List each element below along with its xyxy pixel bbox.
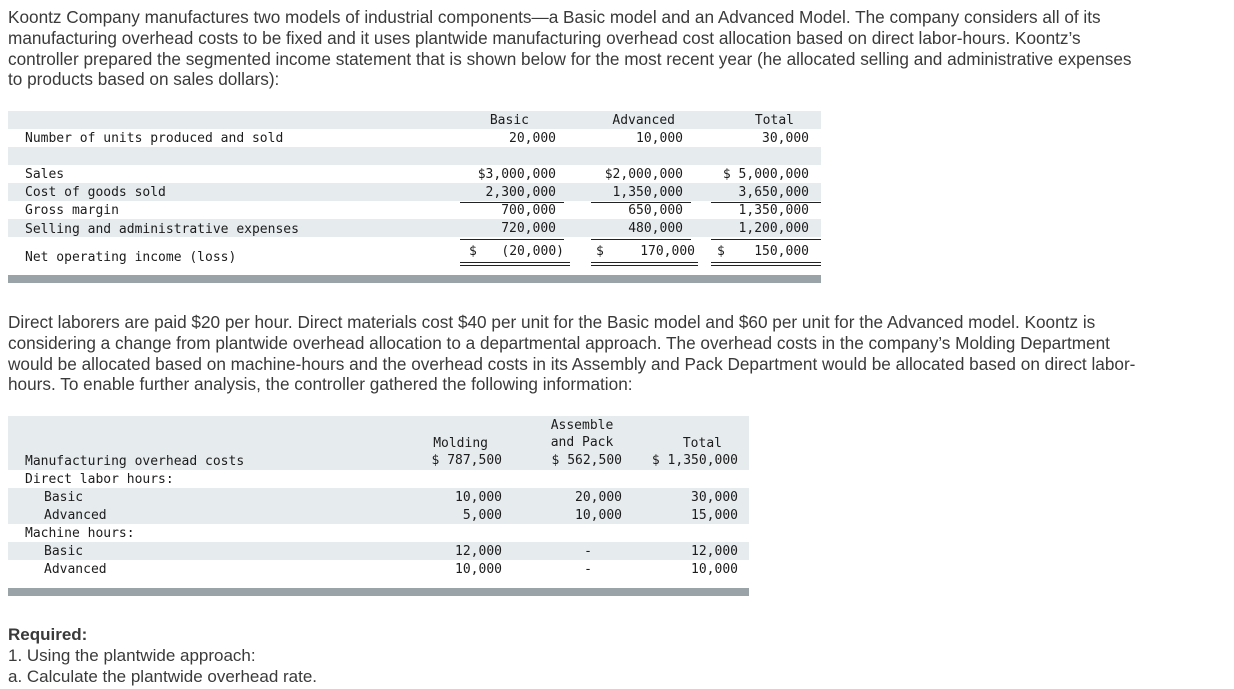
table-bottom-bar bbox=[8, 588, 749, 596]
required-heading: Required: bbox=[8, 625, 88, 644]
units-label: Number of units produced and sold bbox=[25, 131, 284, 146]
header-band bbox=[8, 111, 821, 129]
sales-label: Sales bbox=[25, 167, 65, 182]
underline bbox=[460, 239, 564, 240]
units-basic: 20,000 bbox=[509, 131, 556, 146]
col-header-advanced: Advanced bbox=[612, 113, 675, 128]
net-income-basic: (20,000) bbox=[501, 244, 564, 259]
required-line-1: 1. Using the plantwide approach: bbox=[8, 646, 256, 665]
cogs-advanced: 1,350,000 bbox=[612, 185, 683, 200]
col-header-basic: Basic bbox=[489, 113, 529, 128]
middle-paragraph: Direct laborers are paid $20 per hour. Direct materials cost $40 per unit for the Basic model and $60 per unit for the Advanced model. Koontz is considering a change from plantwide overhead allocation to a departmental approach. The overhead costs in the company’s Molding Department would be allocated based on machine-hours and the overhead costs in its Assembly and Pack Department would be allocated based on direct labor-hours. To enable further analysis, the controller gathered the following information: bbox=[8, 312, 1136, 395]
underline bbox=[711, 239, 821, 240]
mh-advanced-label: Advanced bbox=[44, 562, 107, 577]
mh-basic-molding: 12,000 bbox=[455, 544, 502, 559]
gross-margin-label: Gross margin bbox=[25, 203, 119, 218]
double-underline bbox=[711, 262, 821, 266]
departmental-overhead-table bbox=[8, 416, 749, 596]
col-header-assemble-1: Assemble bbox=[550, 418, 614, 433]
dlh-advanced-total: 15,000 bbox=[691, 508, 738, 523]
sales-total: $ 5,000,000 bbox=[722, 167, 809, 182]
net-income-advanced-symbol: $ bbox=[596, 244, 604, 259]
gross-margin-basic: 700,000 bbox=[501, 203, 556, 218]
dlh-basic-label: Basic bbox=[44, 490, 84, 505]
net-income-basic-symbol: $ bbox=[469, 244, 477, 259]
selling-admin-total: 1,200,000 bbox=[738, 221, 809, 236]
cogs-basic: 2,300,000 bbox=[485, 185, 556, 200]
net-income-total: 150,000 bbox=[754, 244, 809, 259]
col-header-total: Total bbox=[754, 113, 794, 128]
gross-margin-advanced: 650,000 bbox=[628, 203, 683, 218]
dlh-advanced-molding: 5,000 bbox=[462, 508, 502, 523]
mh-advanced-total: 10,000 bbox=[691, 562, 738, 577]
double-underline bbox=[460, 262, 570, 266]
sales-advanced: $2,000,000 bbox=[604, 167, 683, 182]
selling-admin-basic: 720,000 bbox=[501, 221, 556, 236]
net-income-total-symbol: $ bbox=[717, 244, 725, 259]
selling-admin-advanced: 480,000 bbox=[628, 221, 683, 236]
dlh-basic-molding: 10,000 bbox=[455, 490, 502, 505]
overhead-molding: $ 787,500 bbox=[431, 453, 502, 468]
row-band bbox=[8, 147, 821, 165]
overhead-total: $ 1,350,000 bbox=[651, 453, 738, 468]
col-header-assemble-2: and Pack bbox=[550, 435, 614, 450]
col-header-total: Total bbox=[682, 436, 722, 451]
mh-label: Machine hours: bbox=[25, 526, 135, 541]
sales-basic: $3,000,000 bbox=[477, 167, 556, 182]
overhead-assemble: $ 562,500 bbox=[551, 453, 622, 468]
net-income-advanced: 170,000 bbox=[640, 244, 695, 259]
dlh-advanced-label: Advanced bbox=[44, 508, 107, 523]
intro-paragraph: Koontz Company manufactures two models of industrial components—a Basic model and an Advanced Model. The company considers all of its manufacturing overhead costs to be fixed and it uses plantwide manufacturing overhead cost allocation based on direct labor-hours. Koontz’s controller prepared the segmented income statement that is shown below for the most recent year (he allocated selling and administrative expenses to products based on sales dollars): bbox=[8, 7, 1132, 90]
mh-basic-label: Basic bbox=[44, 544, 84, 559]
dlh-advanced-assemble: 10,000 bbox=[575, 508, 622, 523]
units-advanced: 10,000 bbox=[636, 131, 683, 146]
table-bottom-bar bbox=[8, 275, 821, 283]
selling-admin-label: Selling and administrative expenses bbox=[25, 222, 299, 237]
net-income-label: Net operating income (loss) bbox=[25, 250, 237, 265]
underline bbox=[591, 239, 691, 240]
dlh-label: Direct labor hours: bbox=[25, 472, 174, 487]
dlh-basic-total: 30,000 bbox=[691, 490, 738, 505]
required-line-2: a. Calculate the plantwide overhead rate. bbox=[8, 667, 318, 686]
mh-basic-assemble: - bbox=[584, 544, 592, 559]
dlh-basic-assemble: 20,000 bbox=[575, 490, 622, 505]
gross-margin-total: 1,350,000 bbox=[738, 203, 809, 218]
segmented-income-statement bbox=[8, 111, 821, 283]
col-header-molding: Molding bbox=[433, 436, 488, 451]
units-total: 30,000 bbox=[762, 131, 809, 146]
required-section bbox=[8, 624, 317, 687]
mh-advanced-assemble: - bbox=[584, 562, 592, 577]
cogs-label: Cost of goods sold bbox=[25, 185, 166, 200]
cogs-total: 3,650,000 bbox=[738, 185, 809, 200]
mh-advanced-molding: 10,000 bbox=[455, 562, 502, 577]
double-underline bbox=[591, 262, 698, 266]
mh-basic-total: 12,000 bbox=[691, 544, 738, 559]
overhead-label: Manufacturing overhead costs bbox=[25, 454, 245, 469]
